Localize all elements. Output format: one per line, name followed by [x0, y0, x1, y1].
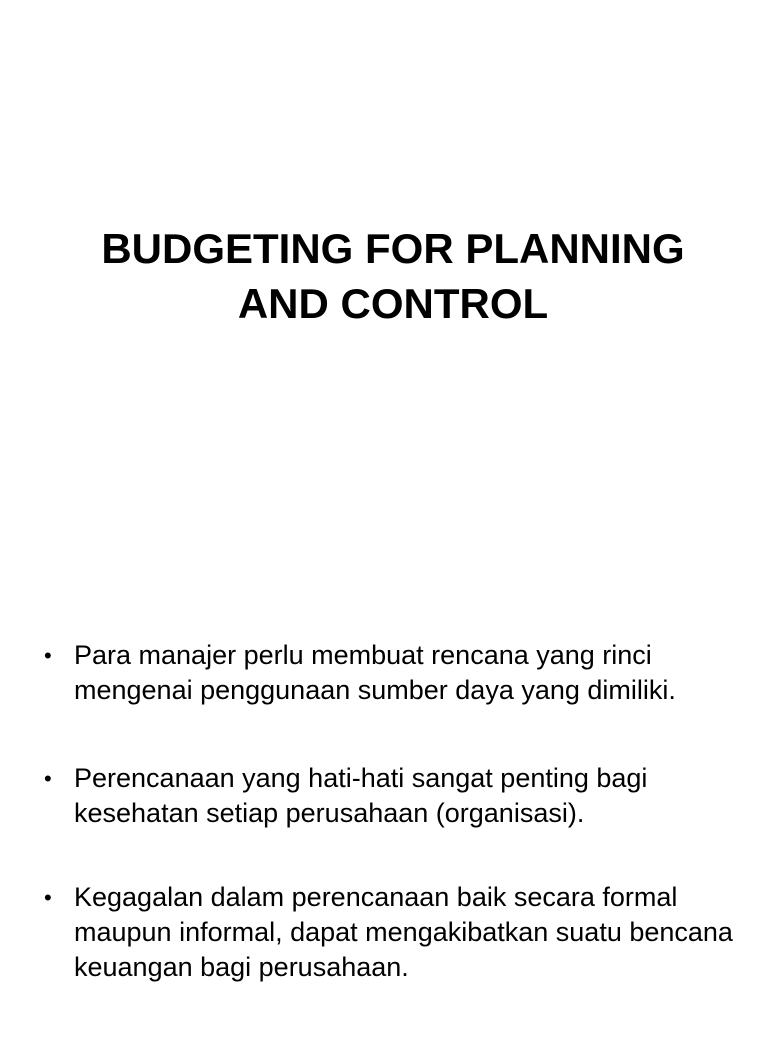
bullet-item: [0, 880, 768, 985]
bullet-item: [0, 638, 768, 708]
slide-title: [0, 221, 768, 331]
bullet-icon: •: [44, 766, 52, 791]
bullet-text: Kegagalan dalam perencanaan baik secara formal maupun informal, dapat mengakibatkan suatu bencana keuangan bagi perusahaan.: [74, 882, 733, 982]
bullet-text: Para manajer perlu membuat rencana yang rinci mengenai penggunaan sumber daya yang dimiliki.: [74, 640, 676, 705]
slide-title-line-1: BUDGETING FOR PLANNING: [101, 225, 685, 272]
bullet-list: [0, 638, 768, 1038]
bullet-item: [0, 761, 768, 831]
bullet-icon: •: [44, 643, 52, 668]
bullet-text: Perencanaan yang hati-hati sangat penting bagi kesehatan setiap perusahaan (organisasi).: [74, 763, 648, 828]
bullet-icon: •: [44, 885, 52, 910]
slide-title-line-2: AND CONTROL: [237, 280, 549, 327]
